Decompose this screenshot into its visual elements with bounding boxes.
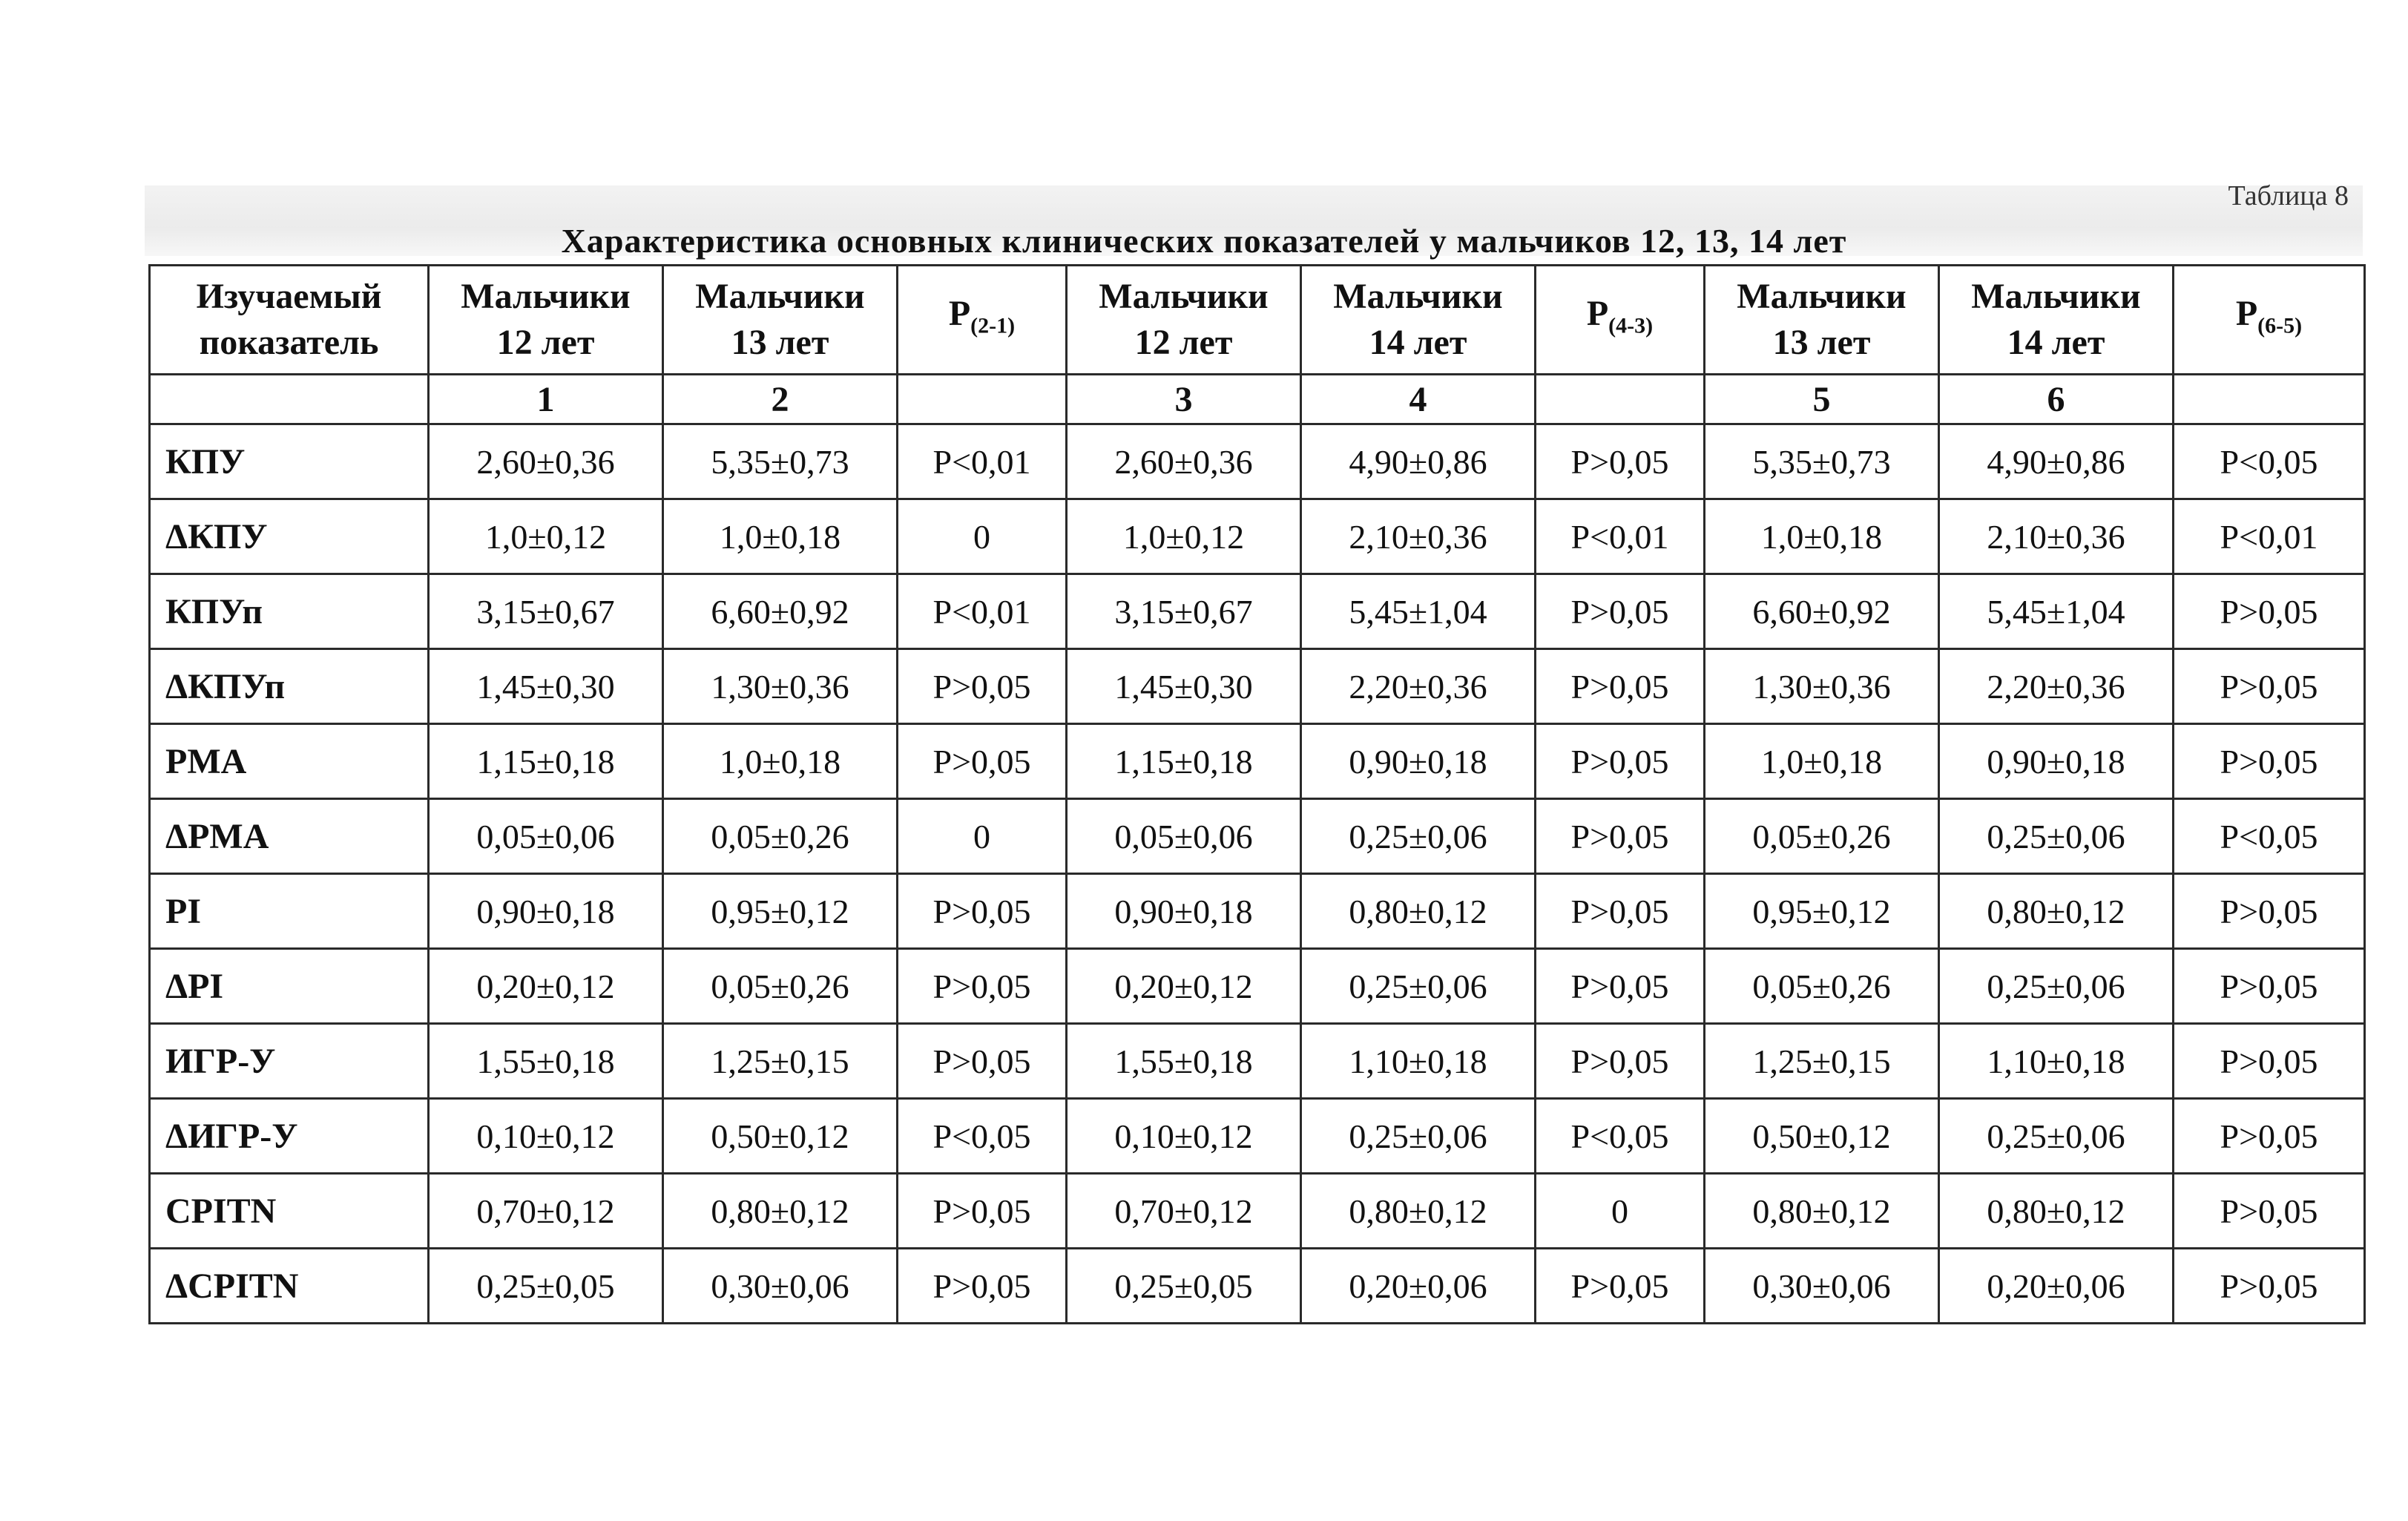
p-value-cell: 0	[1536, 1174, 1705, 1249]
value-cell: 0,30±0,06	[1705, 1249, 1939, 1324]
column-number: 3	[1067, 375, 1301, 424]
p-value-cell: P>0,05	[1536, 874, 1705, 949]
p-value-cell: P>0,05	[2174, 1174, 2365, 1249]
indicator-label: ΔPI	[150, 949, 429, 1024]
header-p-6-5: $P_{(6-5)}$	[2174, 266, 2365, 375]
column-number	[1536, 375, 1705, 424]
value-cell: 0,25±0,06	[1939, 949, 2174, 1024]
value-cell: 3,15±0,67	[429, 574, 663, 649]
table-row	[150, 1249, 2365, 1324]
column-number	[150, 375, 429, 424]
value-cell: 0,25±0,06	[1939, 1099, 2174, 1174]
header-boys-12-a: Мальчики 12 лет	[429, 266, 663, 375]
table-title: Характеристика основных клинических показателей у мальчиков 12, 13, 14 лет	[561, 222, 1847, 260]
table-row	[150, 1099, 2365, 1174]
p-value-cell: P>0,05	[1536, 949, 1705, 1024]
value-cell: 4,90±0,86	[1301, 424, 1536, 499]
value-cell: 0,05±0,26	[663, 949, 898, 1024]
table-row	[150, 1024, 2365, 1099]
value-cell: 1,0±0,18	[663, 499, 898, 574]
value-cell: 1,45±0,30	[1067, 649, 1301, 724]
value-cell: 0,80±0,12	[663, 1174, 898, 1249]
value-cell: 5,45±1,04	[1301, 574, 1536, 649]
header-boys-12-b: Мальчики 12 лет	[1067, 266, 1301, 375]
p-value-cell: P>0,05	[2174, 874, 2365, 949]
value-cell: 0,05±0,26	[1705, 949, 1939, 1024]
value-cell: 1,15±0,18	[429, 724, 663, 799]
value-cell: 0,05±0,26	[663, 799, 898, 874]
p-value-cell: P<0,01	[898, 574, 1067, 649]
value-cell: 0,25±0,06	[1939, 799, 2174, 874]
p-value-cell: P>0,05	[2174, 1099, 2365, 1174]
table-row	[150, 1174, 2365, 1249]
value-cell: 0,20±0,12	[429, 949, 663, 1024]
column-number: 5	[1705, 375, 1939, 424]
p-value-cell: P>0,05	[2174, 574, 2365, 649]
indicator-label: ΔCPITN	[150, 1249, 429, 1324]
p-value-cell: P>0,05	[2174, 1024, 2365, 1099]
value-cell: 0,10±0,12	[429, 1099, 663, 1174]
value-cell: 0,90±0,18	[1939, 724, 2174, 799]
value-cell: 0,50±0,12	[1705, 1099, 1939, 1174]
indicator-label: CPITN	[150, 1174, 429, 1249]
header-indicator: Изучаемый показатель	[150, 266, 429, 375]
value-cell: 1,0±0,18	[1705, 499, 1939, 574]
column-number-row	[150, 375, 2365, 424]
header-boys-14-a: Мальчики 14 лет	[1301, 266, 1536, 375]
value-cell: 1,0±0,12	[429, 499, 663, 574]
column-number: 4	[1301, 375, 1536, 424]
indicator-label: КПУп	[150, 574, 429, 649]
p-value-cell: P>0,05	[2174, 649, 2365, 724]
value-cell: 0,50±0,12	[663, 1099, 898, 1174]
header-boys-14-b: Мальчики 14 лет	[1939, 266, 2174, 375]
value-cell: 2,20±0,36	[1301, 649, 1536, 724]
value-cell: 0,25±0,05	[429, 1249, 663, 1324]
value-cell: 0,80±0,12	[1939, 1174, 2174, 1249]
value-cell: 6,60±0,92	[663, 574, 898, 649]
p-value-cell: P>0,05	[898, 949, 1067, 1024]
value-cell: 0,05±0,26	[1705, 799, 1939, 874]
p-value-cell: P>0,05	[898, 1249, 1067, 1324]
value-cell: 2,10±0,36	[1301, 499, 1536, 574]
value-cell: 1,30±0,36	[663, 649, 898, 724]
indicator-label: PMA	[150, 724, 429, 799]
value-cell: 0,90±0,18	[1301, 724, 1536, 799]
p-value-cell: P<0,05	[2174, 424, 2365, 499]
p-value-cell: P>0,05	[2174, 949, 2365, 1024]
value-cell: 1,25±0,15	[663, 1024, 898, 1099]
value-cell: 1,10±0,18	[1939, 1024, 2174, 1099]
value-cell: 1,55±0,18	[429, 1024, 663, 1099]
p-value-cell: 0	[898, 499, 1067, 574]
p-value-cell: P>0,05	[1536, 1249, 1705, 1324]
value-cell: 2,60±0,36	[1067, 424, 1301, 499]
value-cell: 0,90±0,18	[1067, 874, 1301, 949]
header-boys-13-a: Мальчики 13 лет	[663, 266, 898, 375]
value-cell: 1,0±0,18	[663, 724, 898, 799]
value-cell: 0,90±0,18	[429, 874, 663, 949]
value-cell: 1,45±0,30	[429, 649, 663, 724]
value-cell: 1,25±0,15	[1705, 1024, 1939, 1099]
table-row	[150, 649, 2365, 724]
p-value-cell: P<0,01	[898, 424, 1067, 499]
indicator-label: КПУ	[150, 424, 429, 499]
p-value-cell: P>0,05	[2174, 724, 2365, 799]
value-cell: 1,10±0,18	[1301, 1024, 1536, 1099]
value-cell: 0,80±0,12	[1939, 874, 2174, 949]
p-value-cell: P>0,05	[898, 1174, 1067, 1249]
p-value-cell: P>0,05	[898, 874, 1067, 949]
table-row	[150, 799, 2365, 874]
table-row	[150, 499, 2365, 574]
indicator-label: ΔИГР-У	[150, 1099, 429, 1174]
p-value-cell: P<0,05	[898, 1099, 1067, 1174]
p-value-cell: P<0,01	[2174, 499, 2365, 574]
value-cell: 1,0±0,12	[1067, 499, 1301, 574]
p-value-cell: P>0,05	[1536, 574, 1705, 649]
value-cell: 0,80±0,12	[1301, 1174, 1536, 1249]
value-cell: 5,45±1,04	[1939, 574, 2174, 649]
value-cell: 5,35±0,73	[1705, 424, 1939, 499]
p-value-cell: P<0,01	[1536, 499, 1705, 574]
indicator-label: ΔКПУп	[150, 649, 429, 724]
value-cell: 0,05±0,06	[1067, 799, 1301, 874]
value-cell: 0,80±0,12	[1301, 874, 1536, 949]
p-value-cell: P>0,05	[1536, 724, 1705, 799]
table-row	[150, 574, 2365, 649]
indicator-label: ΔКПУ	[150, 499, 429, 574]
value-cell: 0,10±0,12	[1067, 1099, 1301, 1174]
p-value-cell: 0	[898, 799, 1067, 874]
p-value-cell: P<0,05	[1536, 1099, 1705, 1174]
indicator-label: ИГР-У	[150, 1024, 429, 1099]
table-row	[150, 949, 2365, 1024]
p-value-cell: P<0,05	[2174, 799, 2365, 874]
p-value-cell: P>0,05	[898, 1024, 1067, 1099]
value-cell: 1,0±0,18	[1705, 724, 1939, 799]
value-cell: 0,70±0,12	[1067, 1174, 1301, 1249]
column-number	[898, 375, 1067, 424]
value-cell: 0,70±0,12	[429, 1174, 663, 1249]
table-row	[150, 874, 2365, 949]
value-cell: 1,15±0,18	[1067, 724, 1301, 799]
header-p-2-1: $P_{(2-1)}$	[898, 266, 1067, 375]
header-boys-13-b: Мальчики 13 лет	[1705, 266, 1939, 375]
value-cell: 0,20±0,06	[1301, 1249, 1536, 1324]
indicator-label: ΔPMA	[150, 799, 429, 874]
value-cell: 0,20±0,06	[1939, 1249, 2174, 1324]
value-cell: 4,90±0,86	[1939, 424, 2174, 499]
value-cell: 0,80±0,12	[1705, 1174, 1939, 1249]
value-cell: 0,95±0,12	[1705, 874, 1939, 949]
p-value-cell: P>0,05	[1536, 649, 1705, 724]
value-cell: 0,25±0,06	[1301, 949, 1536, 1024]
value-cell: 6,60±0,92	[1705, 574, 1939, 649]
column-number: 1	[429, 375, 663, 424]
value-cell: 1,30±0,36	[1705, 649, 1939, 724]
value-cell: 5,35±0,73	[663, 424, 898, 499]
p-value-cell: P>0,05	[898, 724, 1067, 799]
p-value-cell: P>0,05	[2174, 1249, 2365, 1324]
column-number	[2174, 375, 2365, 424]
value-cell: 1,55±0,18	[1067, 1024, 1301, 1099]
value-cell: 2,10±0,36	[1939, 499, 2174, 574]
value-cell: 0,25±0,06	[1301, 1099, 1536, 1174]
value-cell: 0,20±0,12	[1067, 949, 1301, 1024]
header-row	[150, 266, 2365, 375]
value-cell: 0,05±0,06	[429, 799, 663, 874]
value-cell: 3,15±0,67	[1067, 574, 1301, 649]
value-cell: 2,20±0,36	[1939, 649, 2174, 724]
value-cell: 0,95±0,12	[663, 874, 898, 949]
p-value-cell: P>0,05	[898, 649, 1067, 724]
column-number: 6	[1939, 375, 2174, 424]
indicator-label: PI	[150, 874, 429, 949]
value-cell: 0,25±0,05	[1067, 1249, 1301, 1324]
value-cell: 2,60±0,36	[429, 424, 663, 499]
table-row	[150, 424, 2365, 499]
column-number: 2	[663, 375, 898, 424]
value-cell: 0,25±0,06	[1301, 799, 1536, 874]
p-value-cell: P>0,05	[1536, 799, 1705, 874]
p-value-cell: P>0,05	[1536, 1024, 1705, 1099]
clinical-indicators-table	[148, 264, 2366, 1324]
table-number: Таблица 8	[2228, 180, 2349, 211]
table-row	[150, 724, 2365, 799]
value-cell: 0,30±0,06	[663, 1249, 898, 1324]
p-value-cell: P>0,05	[1536, 424, 1705, 499]
header-p-4-3: $P_{(4-3)}$	[1536, 266, 1705, 375]
